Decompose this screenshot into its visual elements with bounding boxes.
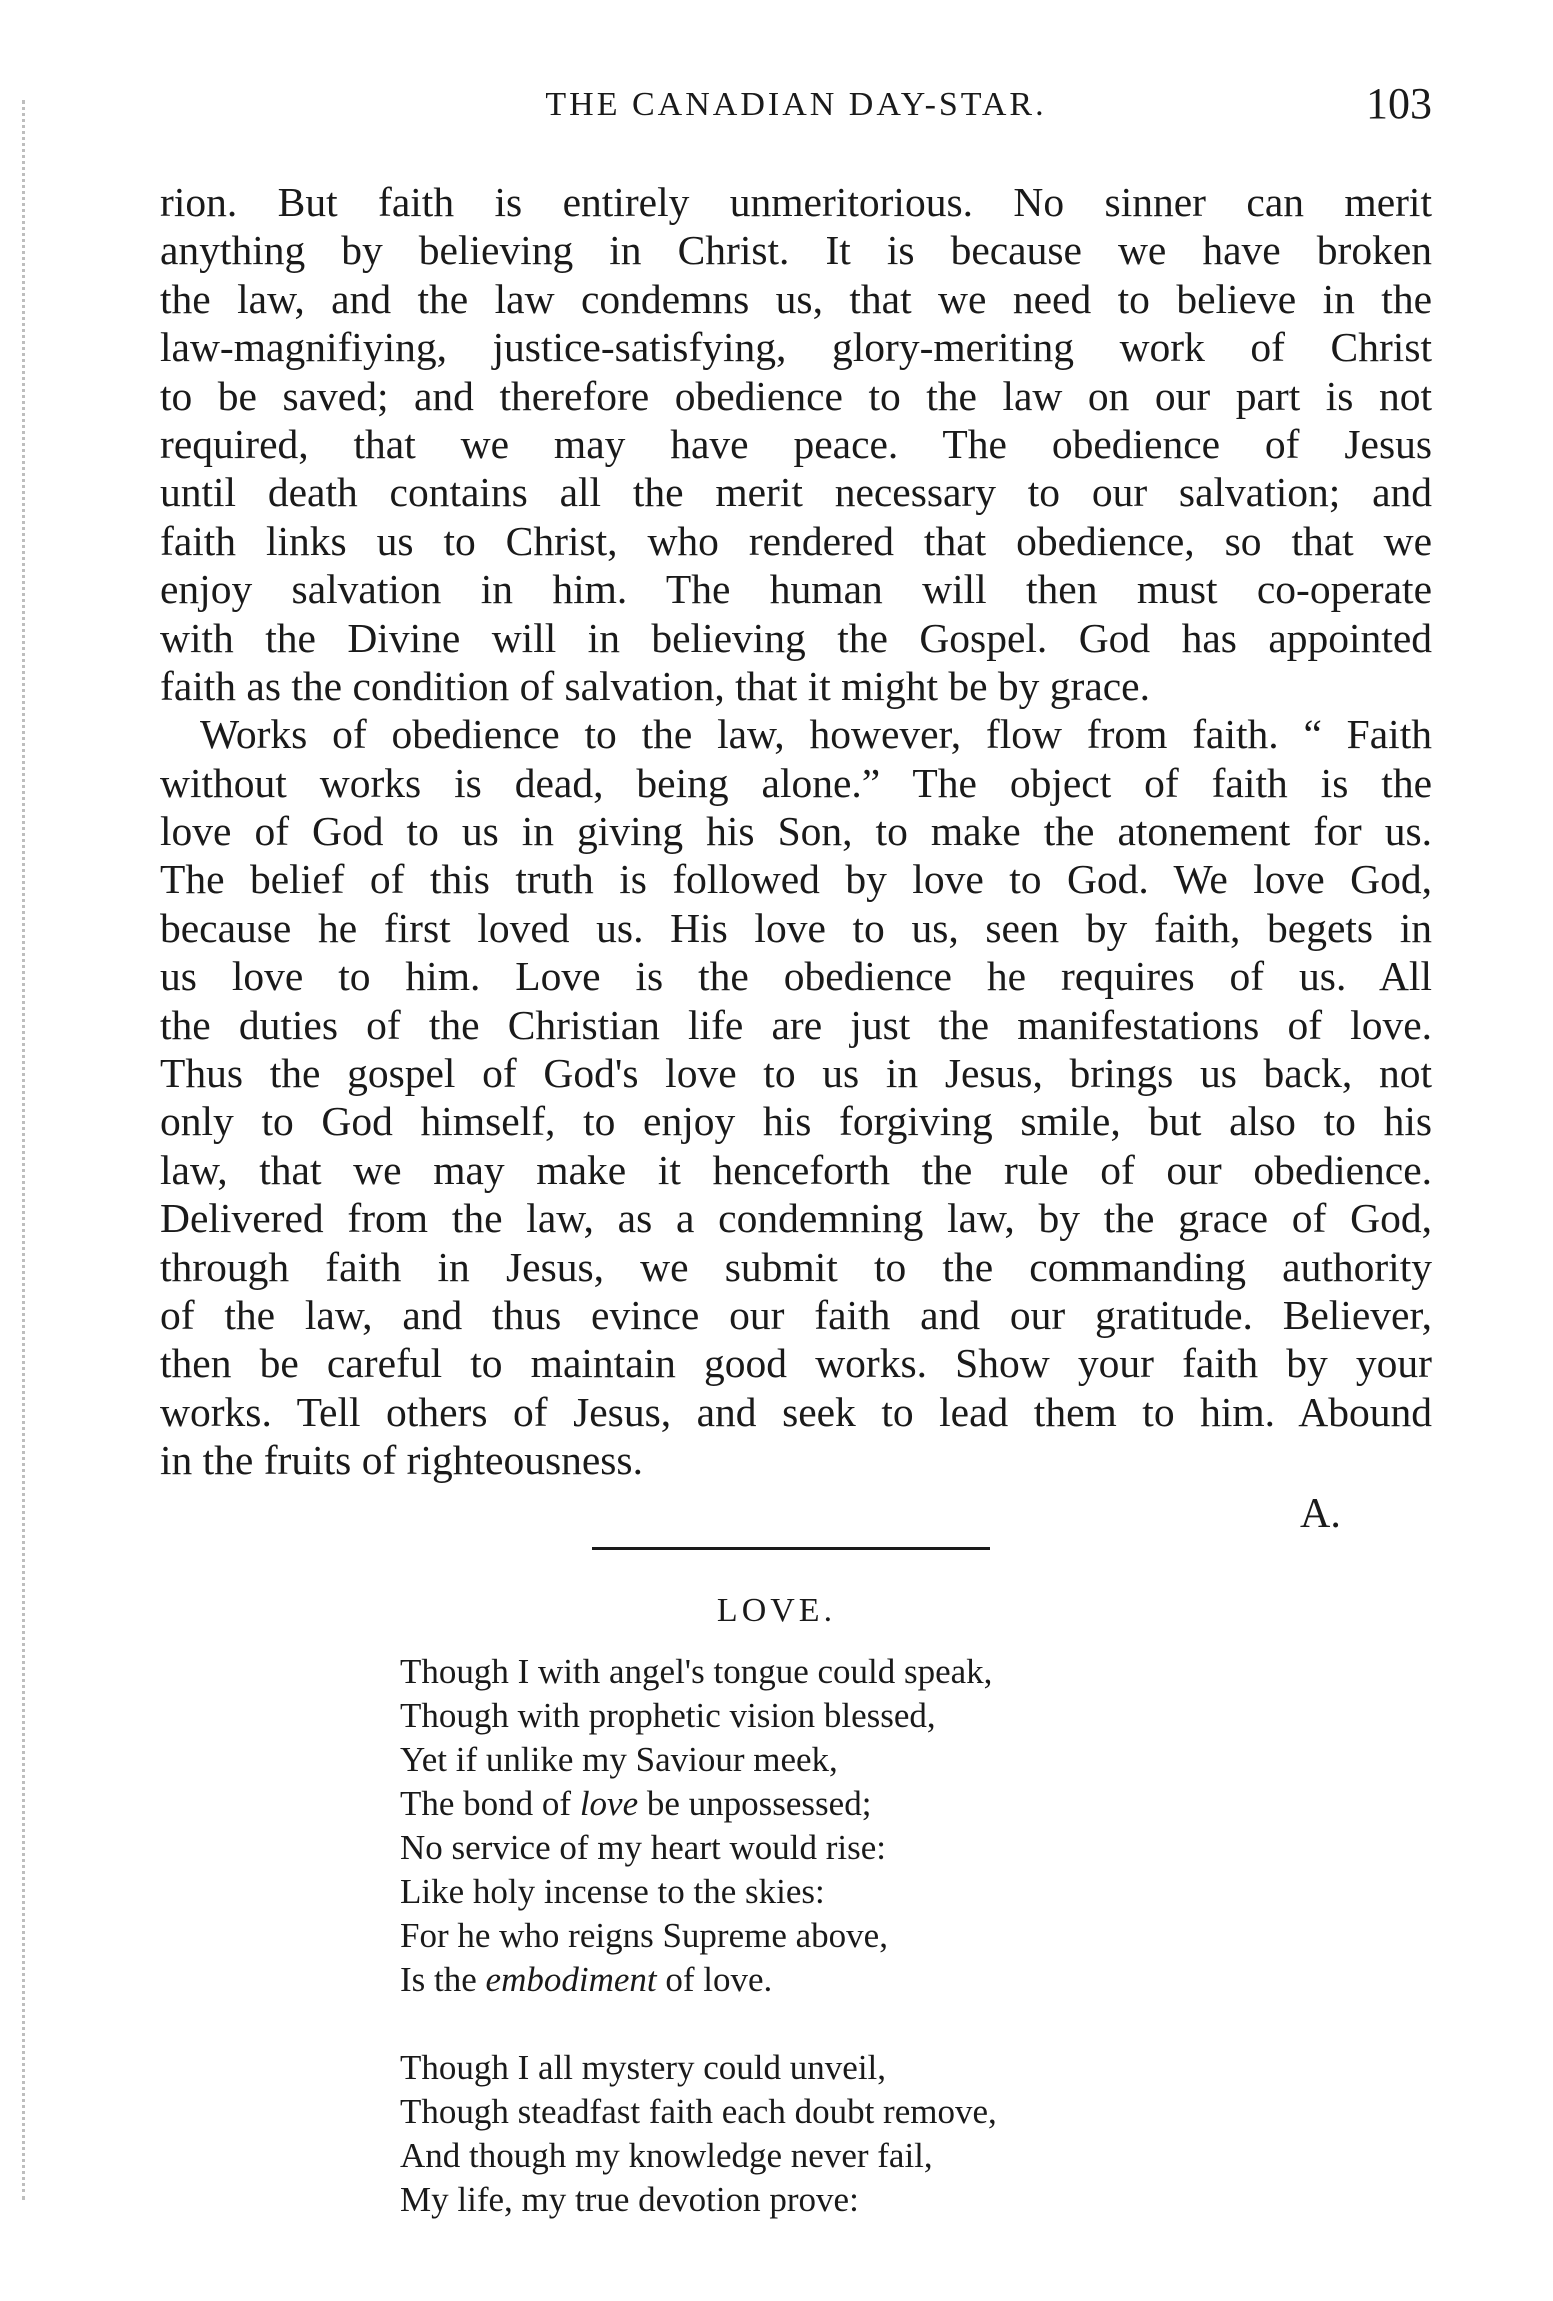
text-line: law, that we may make it henceforth the rule of our obedience. xyxy=(160,1146,1432,1193)
text-line: enjoy salvation in him. The human will then must co-operate xyxy=(160,566,1432,613)
poem-line: Like holy incense to the skies: xyxy=(400,1872,825,1911)
text-line: The belief of this truth is followed by love to God. We love God, xyxy=(160,856,1432,903)
poem-line: Yet if unlike my Saviour meek, xyxy=(400,1740,838,1779)
running-title: THE CANADIAN DAY-STAR. xyxy=(545,86,1047,123)
poem-line: Is the embodiment of love. xyxy=(400,1960,773,1999)
text-line: Works of obedience to the law, however, flow from faith. “ Faith xyxy=(200,711,1432,758)
text-line: anything by believing in Christ. It is because we have broken xyxy=(160,227,1432,274)
text-line: faith links us to Christ, who rendered that obedience, so that we xyxy=(160,517,1432,564)
poem-line: My life, my true devotion prove: xyxy=(400,2180,859,2219)
text-line: without works is dead, being alone.” The object of faith is the xyxy=(160,759,1432,806)
poem-title: LOVE. xyxy=(716,1592,837,1629)
text-line: us love to him. Love is the obedience he requires of us. All xyxy=(160,953,1432,1000)
poem-line: Though I all mystery could unveil, xyxy=(400,2048,887,2087)
binding-gutter-marks xyxy=(22,100,65,2200)
poem-line: For he who reigns Supreme above, xyxy=(400,1916,888,1955)
page-header xyxy=(160,78,1432,138)
body-text xyxy=(160,178,1432,1485)
text-line: required, that we may have peace. The obedience of Jesus xyxy=(160,420,1432,467)
text-line: of the law, and thus evince our faith and our gratitude. Believer, xyxy=(160,1291,1432,1338)
text-line: only to God himself, to enjoy his forgiving smile, but also to his xyxy=(160,1098,1432,1145)
author-initial: A. xyxy=(1300,1491,1341,1537)
text-line: rion. But faith is entirely unmeritorious. No sinner can merit xyxy=(160,179,1432,225)
text-line: faith as the condition of salvation, that it might be by grace. xyxy=(160,662,1150,709)
text-line: because he first loved us. His love to us, seen by faith, begets in xyxy=(160,904,1432,951)
text-line: with the Divine will in believing the Gospel. God has appointed xyxy=(160,614,1432,661)
text-line: the law, and the law condemns us, that we need to believe in the xyxy=(160,275,1432,322)
poem-line: Though I with angel's tongue could speak, xyxy=(400,1652,993,1691)
text-line: works. Tell others of Jesus, and seek to lead them to him. Abound xyxy=(160,1388,1432,1435)
text-line: Delivered from the law, as a condemning law, by the grace of God, xyxy=(160,1195,1432,1242)
text-line: in the fruits of righteousness. xyxy=(160,1437,643,1484)
text-line: the duties of the Christian life are just the manifestations of love. xyxy=(160,1001,1432,1048)
poem-line: Though steadfast faith each doubt remove, xyxy=(400,2092,997,2131)
poem-line: The bond of love be unpossessed; xyxy=(400,1784,872,1823)
page-number: 103 xyxy=(1366,79,1432,128)
text-line: Thus the gospel of God's love to us in Jesus, brings us back, not xyxy=(160,1050,1432,1097)
text-line: to be saved; and therefore obedience to the law on our part is not xyxy=(160,372,1432,419)
poem-line: No service of my heart would rise: xyxy=(400,1828,886,1867)
section-divider xyxy=(592,1547,990,1550)
poem-stanza xyxy=(400,2046,1300,2222)
text-line: then be careful to maintain good works. Show your faith by your xyxy=(160,1340,1432,1387)
text-line: love of God to us in giving his Son, to make the atonement for us. xyxy=(160,808,1432,855)
poem-line: Though with prophetic vision blessed, xyxy=(400,1696,936,1735)
poem-line: And though my knowledge never fail, xyxy=(400,2136,933,2175)
text-line: law-magnifiying, justice-satisfying, glory-meriting work of Christ xyxy=(160,324,1432,371)
text-line: until death contains all the merit necessary to our salvation; and xyxy=(160,469,1432,516)
poem xyxy=(400,1650,1300,2266)
text-line: through faith in Jesus, we submit to the commanding authority xyxy=(160,1243,1432,1290)
poem-stanza xyxy=(400,1650,1300,2002)
